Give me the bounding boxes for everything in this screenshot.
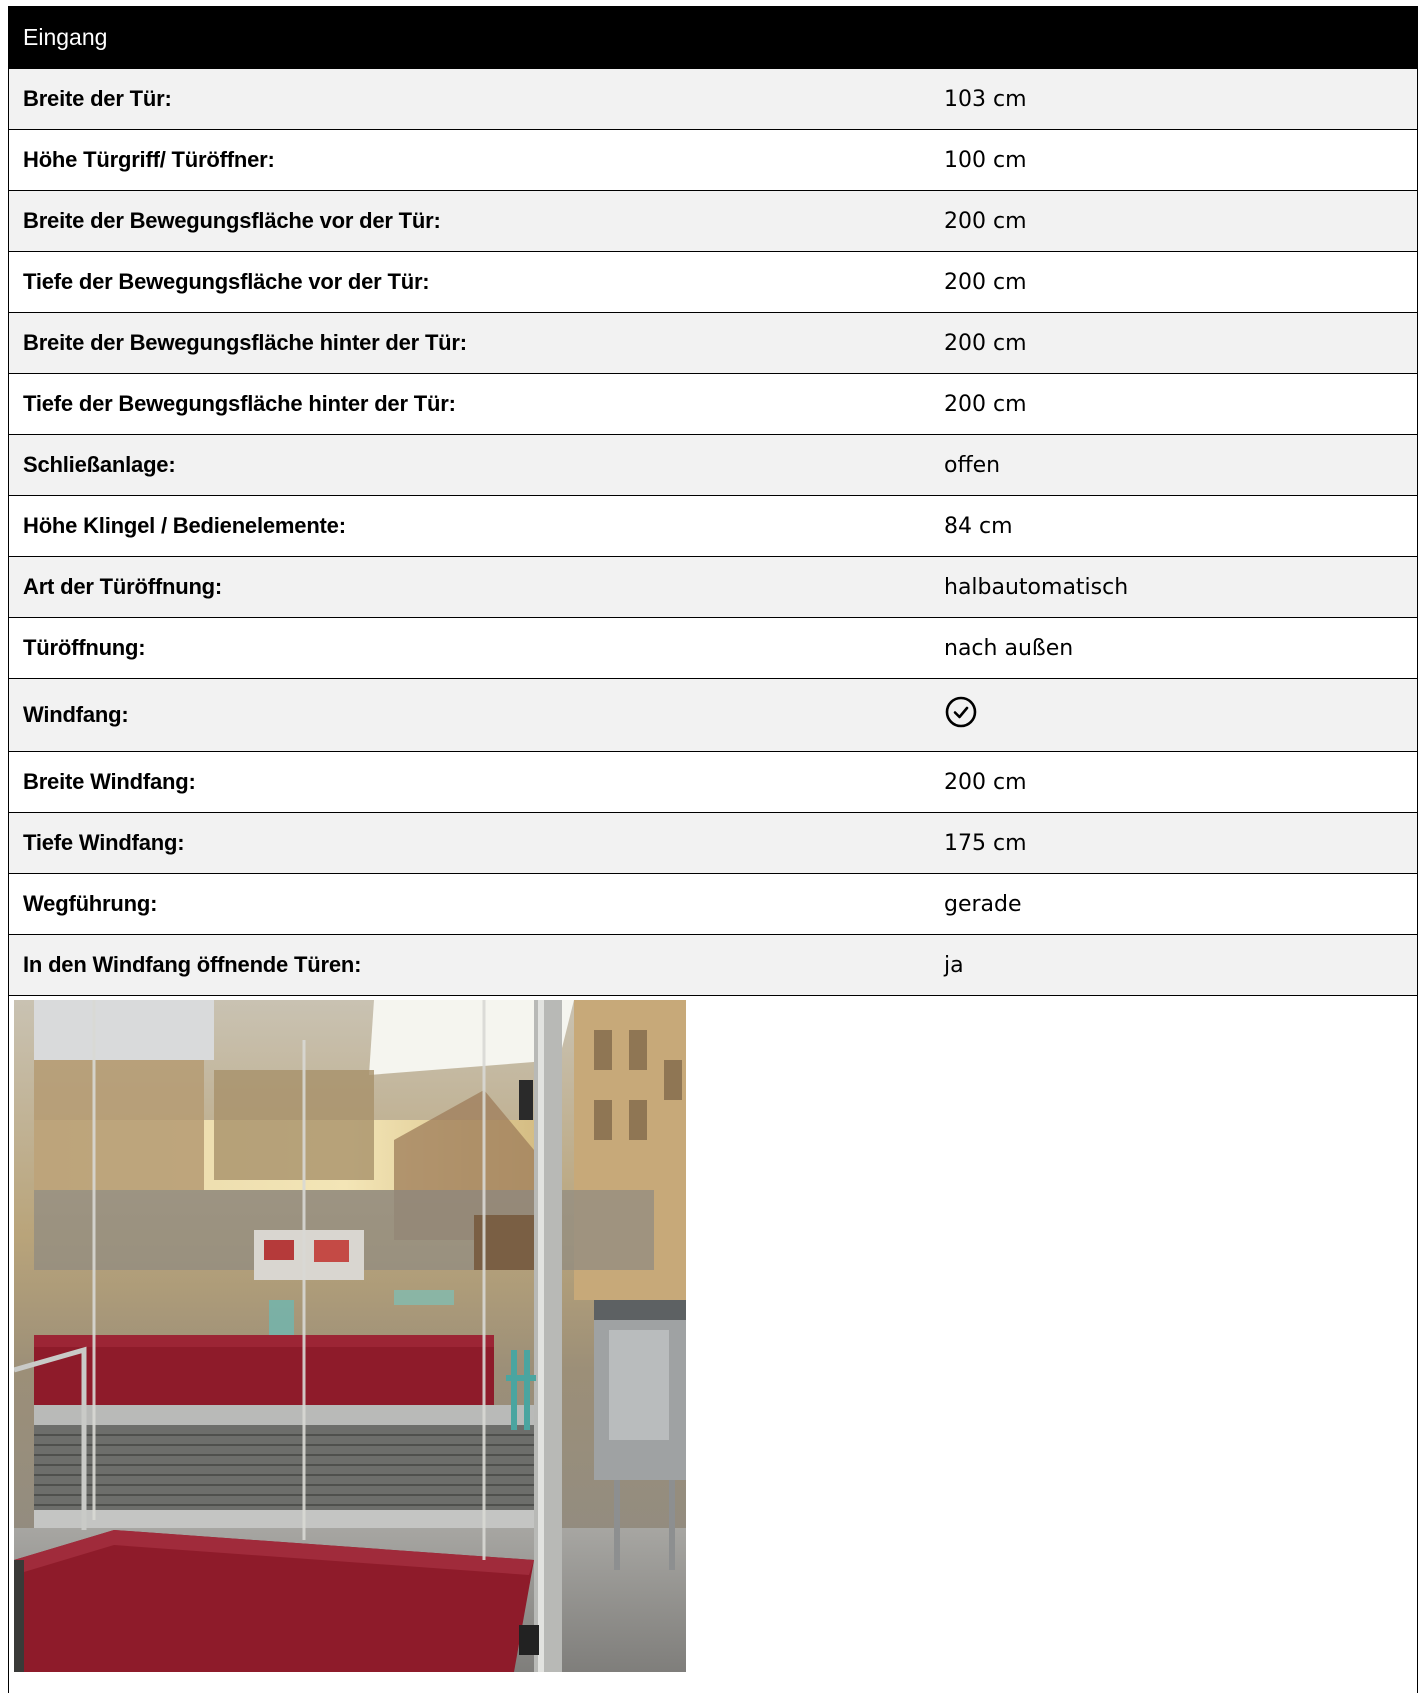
row-label: Schließanlage: — [23, 452, 176, 477]
table-row — [9, 752, 1417, 813]
row-value: 200 cm — [944, 208, 1027, 234]
row-label: Breite Windfang: — [23, 769, 196, 794]
table-row — [9, 69, 1417, 130]
row-label: Tiefe der Bewegungsfläche vor der Tür: — [23, 269, 430, 294]
row-label: In den Windfang öffnende Türen: — [23, 952, 362, 977]
section-header — [9, 6, 1417, 69]
row-label: Breite der Bewegungsfläche vor der Tür: — [23, 208, 441, 233]
table-row — [9, 679, 1417, 752]
row-value: 84 cm — [944, 513, 1013, 539]
row-label: Windfang: — [23, 702, 129, 727]
row-value: 100 cm — [944, 147, 1027, 173]
table-row — [9, 618, 1417, 679]
row-value: 200 cm — [944, 330, 1027, 356]
row-label: Breite der Tür: — [23, 86, 172, 111]
row-label: Wegführung: — [23, 891, 158, 916]
row-label: Tiefe der Bewegungsfläche hinter der Tür: — [23, 391, 456, 416]
row-value — [944, 695, 1417, 735]
table-row — [9, 435, 1417, 496]
entrance-photo — [14, 1000, 686, 1672]
table-row — [9, 130, 1417, 191]
row-label: Art der Türöffnung: — [23, 574, 223, 599]
row-value: 200 cm — [944, 391, 1027, 417]
table-row — [9, 313, 1417, 374]
table-row — [9, 496, 1417, 557]
table-row — [9, 191, 1417, 252]
table-row — [9, 374, 1417, 435]
table-row — [9, 557, 1417, 618]
row-value: halbautomatisch — [944, 574, 1129, 600]
row-label: Tiefe Windfang: — [23, 830, 185, 855]
table-row — [9, 252, 1417, 313]
row-value: gerade — [944, 891, 1022, 917]
row-value: 103 cm — [944, 86, 1027, 112]
check-circle-icon — [944, 695, 978, 729]
row-value: nach außen — [944, 635, 1074, 661]
section-title: Eingang — [23, 24, 108, 50]
row-value: ja — [944, 952, 964, 978]
entrance-photo-image — [14, 1000, 686, 1672]
table-row — [9, 874, 1417, 935]
row-value: offen — [944, 452, 1001, 478]
table-row — [9, 813, 1417, 874]
table-row — [9, 935, 1417, 996]
row-label: Höhe Türgriff/ Türöffner: — [23, 147, 275, 172]
row-label: Höhe Klingel / Bedienelemente: — [23, 513, 346, 538]
row-value: 175 cm — [944, 830, 1027, 856]
row-label: Breite der Bewegungsfläche hinter der Tür: — [23, 330, 467, 355]
row-value: 200 cm — [944, 769, 1027, 795]
row-label: Türöffnung: — [23, 635, 146, 660]
row-value: 200 cm — [944, 269, 1027, 295]
